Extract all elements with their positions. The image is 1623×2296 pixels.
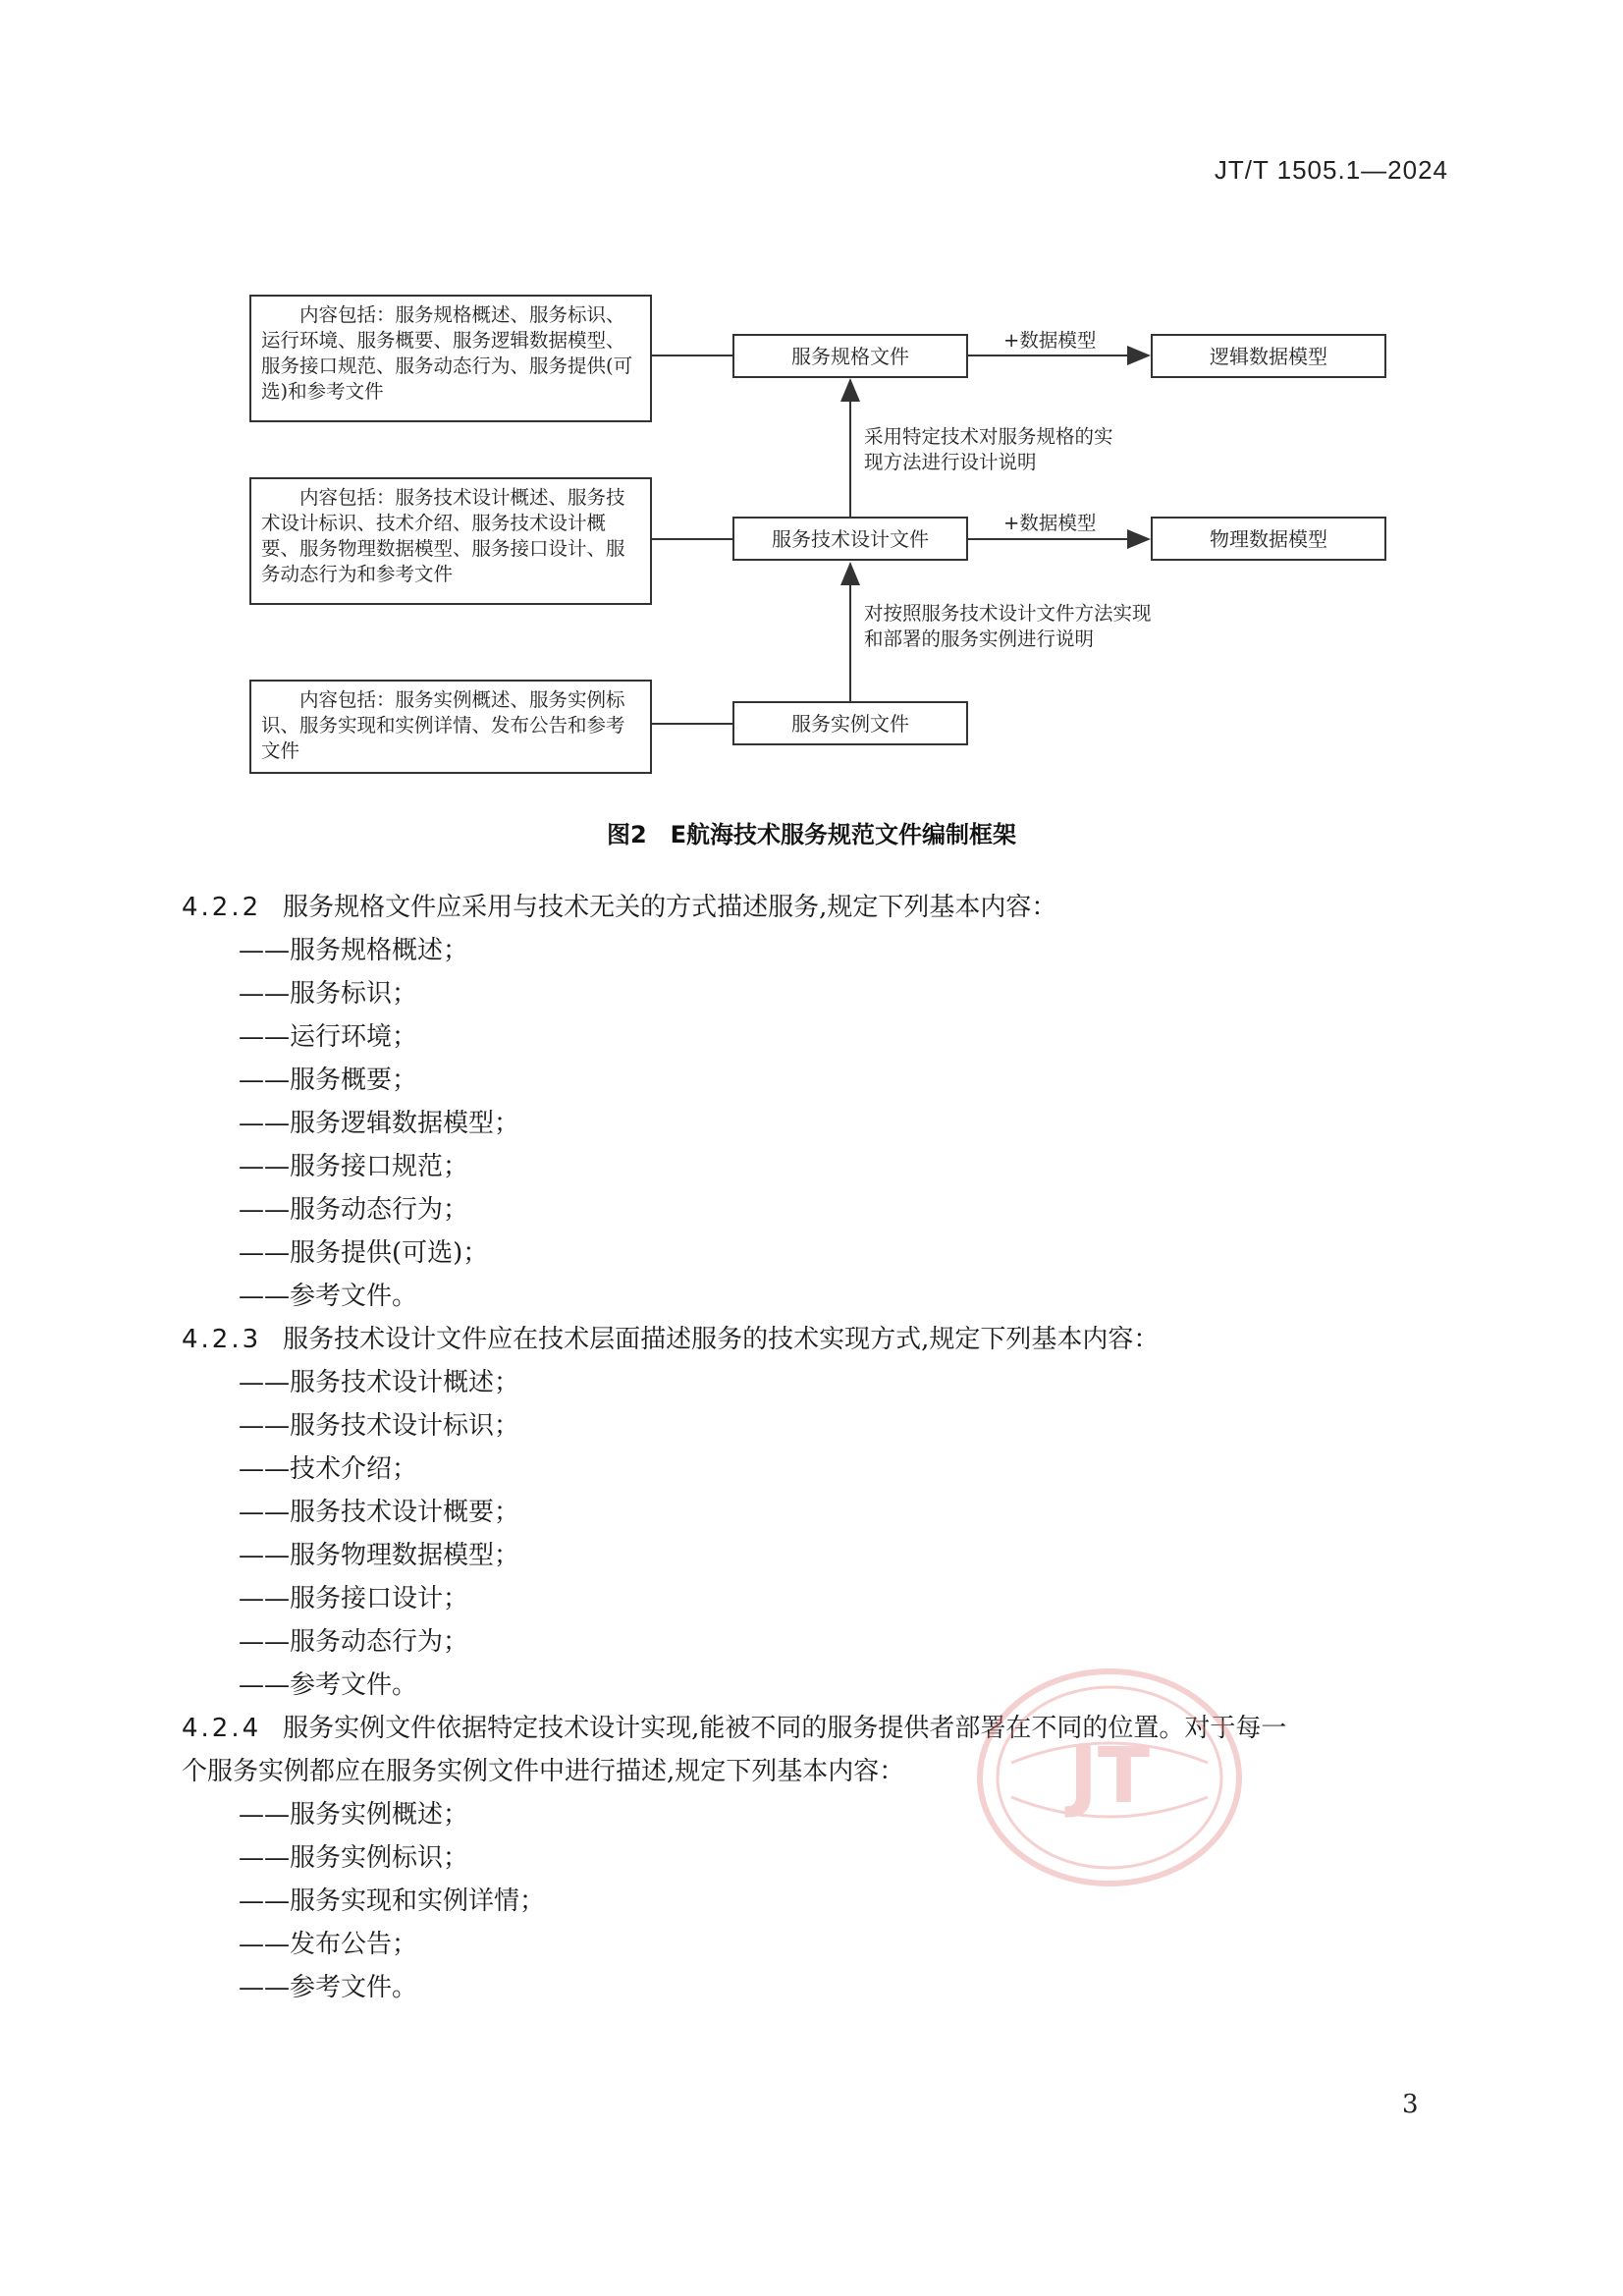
list-item: ——服务动态行为； — [239, 1627, 469, 1657]
label-tech-to-spec: 采用特定技术对服务规格的实现方法进行设计说明 — [864, 425, 1113, 473]
inst-content-text: 内容包括：服务实例概述、服务实例标识、服务实现和实例详情、发布公告和参考文件 — [261, 688, 625, 762]
list-item: ——发布公告； — [239, 1930, 418, 1959]
clause-4-2-3 — [182, 1318, 1458, 1361]
tech-doc-node: 服务技术设计文件 — [732, 517, 968, 561]
list-item: ——服务接口设计； — [239, 1584, 469, 1613]
list-item: ——运行环境； — [239, 1022, 418, 1052]
label-inst-to-tech: 对按照服务技术设计文件方法实现和部署的服务实例进行说明 — [864, 602, 1152, 650]
figure-caption: 图2 E航海技术服务规范文件编制框架 — [606, 821, 1017, 848]
list-item: ——服务动态行为； — [239, 1195, 469, 1225]
list-item: ——服务技术设计概要； — [239, 1498, 520, 1527]
inst-content-box — [249, 680, 652, 774]
list-item: ——服务实例概述； — [239, 1800, 469, 1830]
list-item: ——服务规格概述； — [239, 936, 469, 965]
clause-number: 4.2.4 — [182, 1714, 262, 1743]
spec-content-text: 内容包括：服务规格概述、服务标识、运行环境、服务概要、服务逻辑数据模型、服务接口规范、服务动态行为、服务提供(可选)和参考文件 — [261, 303, 633, 403]
clause-4-2-4-continued — [182, 1750, 1458, 1793]
clause-text-line1: 服务实例文件依据特定技术设计实现,能被不同的服务提供者部署在不同的位置。对于每一 — [283, 1714, 1287, 1743]
clause-text-line2: 个服务实例都应在服务实例文件中进行描述,规定下列基本内容： — [182, 1757, 905, 1786]
spec-content-box — [249, 295, 652, 422]
list-item: ——服务提供(可选)； — [239, 1238, 489, 1268]
tech-content-text: 内容包括：服务技术设计概述、服务技术设计标识、技术介绍、服务技术设计概要、服务物理数据模型、服务接口设计、服务动态行为和参考文件 — [261, 486, 625, 585]
list-item: ——服务概要； — [239, 1066, 418, 1095]
list-item: ——参考文件。 — [239, 1670, 418, 1700]
list-item: ——服务技术设计标识； — [239, 1411, 520, 1441]
clause-number: 4.2.2 — [182, 893, 262, 922]
label-to-logical: +数据模型 — [1003, 329, 1097, 352]
list-item: ——服务物理数据模型； — [239, 1541, 520, 1570]
clause-text: 服务技术设计文件应在技术层面描述服务的技术实现方式,规定下列基本内容： — [283, 1325, 1160, 1354]
list-item: ——服务接口规范； — [239, 1152, 469, 1181]
clause-4-2-2 — [182, 886, 1458, 929]
list-item: ——服务实例标识； — [239, 1843, 469, 1873]
clause-4-2-4 — [182, 1707, 1458, 1750]
spec-doc-node: 服务规格文件 — [732, 334, 968, 378]
list-item: ——服务标识； — [239, 979, 418, 1009]
stamp-text: JT — [1068, 1732, 1151, 1821]
diagram-connectors — [0, 0, 1623, 805]
list-item: ——服务技术设计概述； — [239, 1368, 520, 1397]
list-item: ——服务逻辑数据模型； — [239, 1109, 520, 1138]
list-item: ——参考文件。 — [239, 1973, 418, 2002]
clause-text: 服务规格文件应采用与技术无关的方式描述服务,规定下列基本内容： — [283, 893, 1057, 922]
list-item: ——参考文件。 — [239, 1282, 418, 1311]
label-to-physical: +数据模型 — [1003, 512, 1097, 534]
standard-number: JT/T 1505.1—2024 — [1214, 155, 1448, 185]
list-item: ——技术介绍； — [239, 1454, 418, 1484]
logical-model-node: 逻辑数据模型 — [1151, 334, 1386, 378]
tech-content-box — [249, 477, 652, 605]
jt-watermark-stamp — [972, 1665, 1247, 1890]
physical-model-node: 物理数据模型 — [1151, 517, 1386, 561]
inst-doc-node: 服务实例文件 — [732, 701, 968, 745]
page-number: 3 — [1402, 2090, 1419, 2119]
list-item: ——服务实现和实例详情； — [239, 1886, 546, 1916]
clause-number: 4.2.3 — [182, 1325, 262, 1354]
